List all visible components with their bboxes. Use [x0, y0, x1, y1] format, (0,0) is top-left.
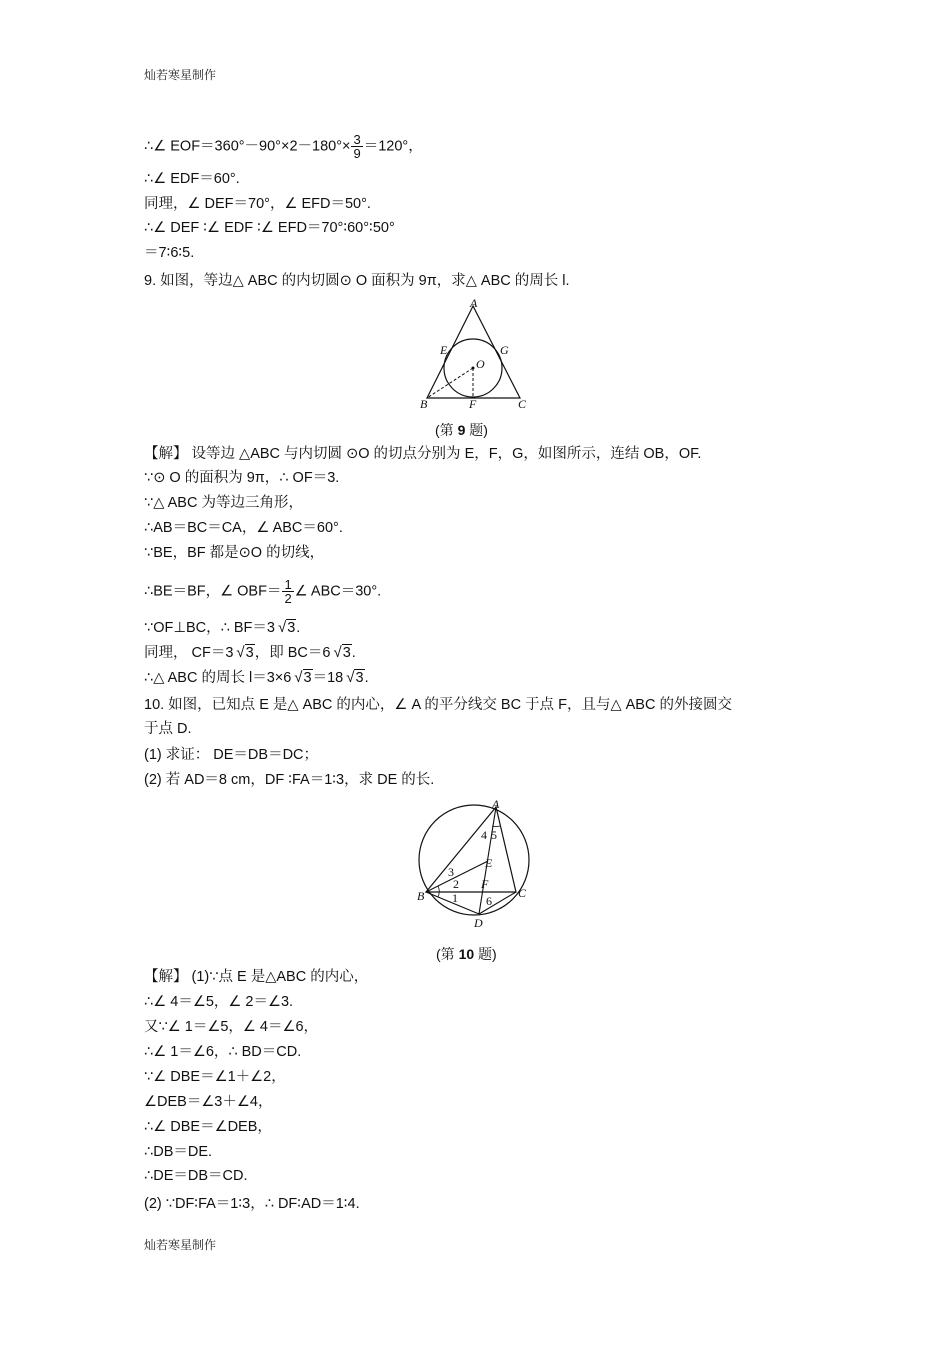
bf-pre: ∵OF⊥BC，∴ BF＝3	[144, 620, 275, 636]
text-line-obf	[144, 578, 381, 605]
bf-post: .	[296, 620, 301, 636]
solution-9-intro: 【解】 设等边 △ABC 与内切圆 ⊙O 的切点分别为 E，F，G，如图所示，连结 OB，OF.	[144, 446, 702, 462]
perimeter-pre: ∴△ ABC 的周长 l＝3×6	[144, 670, 292, 686]
caption-number: 9	[457, 422, 466, 438]
text-line-cf	[144, 644, 356, 662]
solution-10-intro: 【解】 (1)∵点 E 是△ABC 的内心，	[144, 969, 369, 985]
figure-9-diagram	[412, 296, 536, 412]
sqrt-radicand: 3	[355, 670, 364, 686]
sqrt-3: √3	[277, 619, 296, 636]
text-line: ∵BE，BF 都是⊙O 的切线，	[144, 545, 325, 561]
text-line: ∠DEB＝∠3＋∠4，	[144, 1094, 273, 1110]
angle-label-3: 3	[448, 865, 454, 879]
question-9: 9. 如图，等边△ ABC 的内切圆⊙ O 面积为 9π，求△ ABC 的周长 l.	[144, 273, 570, 289]
sqrt-radicand: 3	[287, 620, 296, 636]
sqrt-radicand: 3	[245, 645, 254, 661]
text-line-eof	[144, 133, 423, 160]
fraction-3-9	[351, 133, 362, 160]
text-line: ＝7∶6∶5.	[144, 245, 195, 261]
text-line: 又∵∠ 1＝∠5，∠ 4＝∠6，	[144, 1019, 319, 1035]
label-f: F	[481, 877, 489, 891]
obf-pre: ∴BE＝BF，∠ OBF＝	[144, 583, 282, 600]
figure-10-diagram	[408, 796, 544, 932]
cf-post: .	[351, 645, 356, 661]
fraction-denominator: 2	[284, 591, 292, 606]
angle-label-4: 4	[481, 828, 487, 842]
label-b: B	[417, 889, 425, 903]
eof-post: ＝120°，	[363, 138, 423, 155]
angle-label-6: 6	[486, 894, 492, 908]
fraction-numerator: 1	[284, 577, 292, 592]
text-line-perimeter	[144, 669, 369, 687]
caption-post: 题)	[474, 946, 497, 962]
eof-pre: ∴∠ EOF＝360°－90°×2－180°×	[144, 138, 351, 155]
perimeter-mid: ＝18	[312, 670, 344, 686]
angle-label-5: 5	[491, 828, 497, 842]
circumcircle	[419, 805, 529, 915]
text-line: (1) 求证： DE＝DB＝DC；	[144, 747, 319, 763]
sqrt-3: √3	[236, 644, 254, 661]
cf-pre: 同理， CF＝3	[144, 645, 234, 661]
text-line: ∴DE＝DB＝CD.	[144, 1168, 248, 1184]
label-e: E	[440, 343, 448, 357]
page-footer: 灿若寒星制作	[144, 1238, 217, 1252]
fraction-1-2	[282, 578, 293, 605]
sqrt-radicand: 3	[342, 645, 351, 661]
center-point-o	[472, 367, 475, 370]
text-line: ∴∠ EDF＝60°.	[144, 171, 240, 187]
text-line: 同理，∠ DEF＝70°，∠ EFD＝50°.	[144, 196, 371, 212]
label-o: O	[476, 357, 485, 371]
obf-post: ∠ ABC＝30°.	[294, 583, 382, 600]
triangle-abc	[426, 807, 516, 892]
caption-pre: (第	[436, 946, 459, 962]
angle-label-2: 2	[453, 877, 459, 891]
label-f: F	[469, 397, 477, 411]
label-c: C	[518, 886, 527, 900]
sqrt-3: √3	[333, 644, 351, 661]
angle-label-1: 1	[452, 891, 458, 905]
text-line: ∵⊙ O 的面积为 9π，∴ OF＝3.	[144, 470, 340, 486]
text-line-bf	[144, 619, 300, 637]
angle-arc-a	[492, 826, 500, 827]
sqrt-radicand: 3	[303, 670, 312, 686]
text-line: ∵△ ABC 为等边三角形，	[144, 495, 303, 511]
text-line: (2) ∵DF∶FA＝1∶3，∴ DF∶AD＝1∶4.	[144, 1196, 360, 1212]
text-line: ∴∠ 4＝∠5，∠ 2＝∠3.	[144, 994, 294, 1010]
perimeter-post: .	[364, 670, 369, 686]
label-e: E	[485, 856, 493, 870]
figure-9-caption	[435, 420, 488, 440]
caption-number: 10	[458, 946, 475, 962]
caption-pre: (第	[435, 422, 458, 438]
label-g: G	[500, 343, 509, 357]
text-line: ∴∠ 1＝∠6，∴ BD＝CD.	[144, 1044, 302, 1060]
label-a: A	[470, 296, 478, 310]
text-line: (2) 若 AD＝8 cm，DF ∶FA＝1∶3，求 DE 的长.	[144, 772, 435, 788]
text-line: 于点 D.	[144, 721, 192, 737]
label-a: A	[492, 797, 500, 811]
label-c: C	[518, 397, 527, 411]
page-header: 灿若寒星制作	[144, 68, 217, 82]
text-line: ∴∠ DBE＝∠DEB，	[144, 1119, 272, 1135]
label-b: B	[420, 397, 428, 411]
question-10: 10. 如图，已知点 E 是△ ABC 的内心，∠ A 的平分线交 BC 于点 F，且与△ ABC 的外接圆交	[144, 697, 732, 713]
text-line: ∵∠ DBE＝∠1＋∠2，	[144, 1069, 286, 1085]
cf-mid: ，即 BC＝6	[254, 645, 331, 661]
segment-cd	[479, 892, 516, 914]
figure-10-caption	[436, 944, 497, 964]
sqrt-3: √3	[346, 669, 364, 686]
text-line: ∴∠ DEF ∶∠ EDF ∶∠ EFD＝70°∶60°∶50°	[144, 220, 395, 236]
text-line: ∴AB＝BC＝CA，∠ ABC＝60°.	[144, 520, 343, 536]
fraction-denominator: 9	[353, 146, 361, 161]
sqrt-3: √3	[294, 669, 312, 686]
fraction-numerator: 3	[353, 132, 361, 147]
label-d: D	[474, 916, 483, 930]
caption-post: 题)	[465, 422, 488, 438]
text-line: ∴DB＝DE.	[144, 1144, 213, 1160]
